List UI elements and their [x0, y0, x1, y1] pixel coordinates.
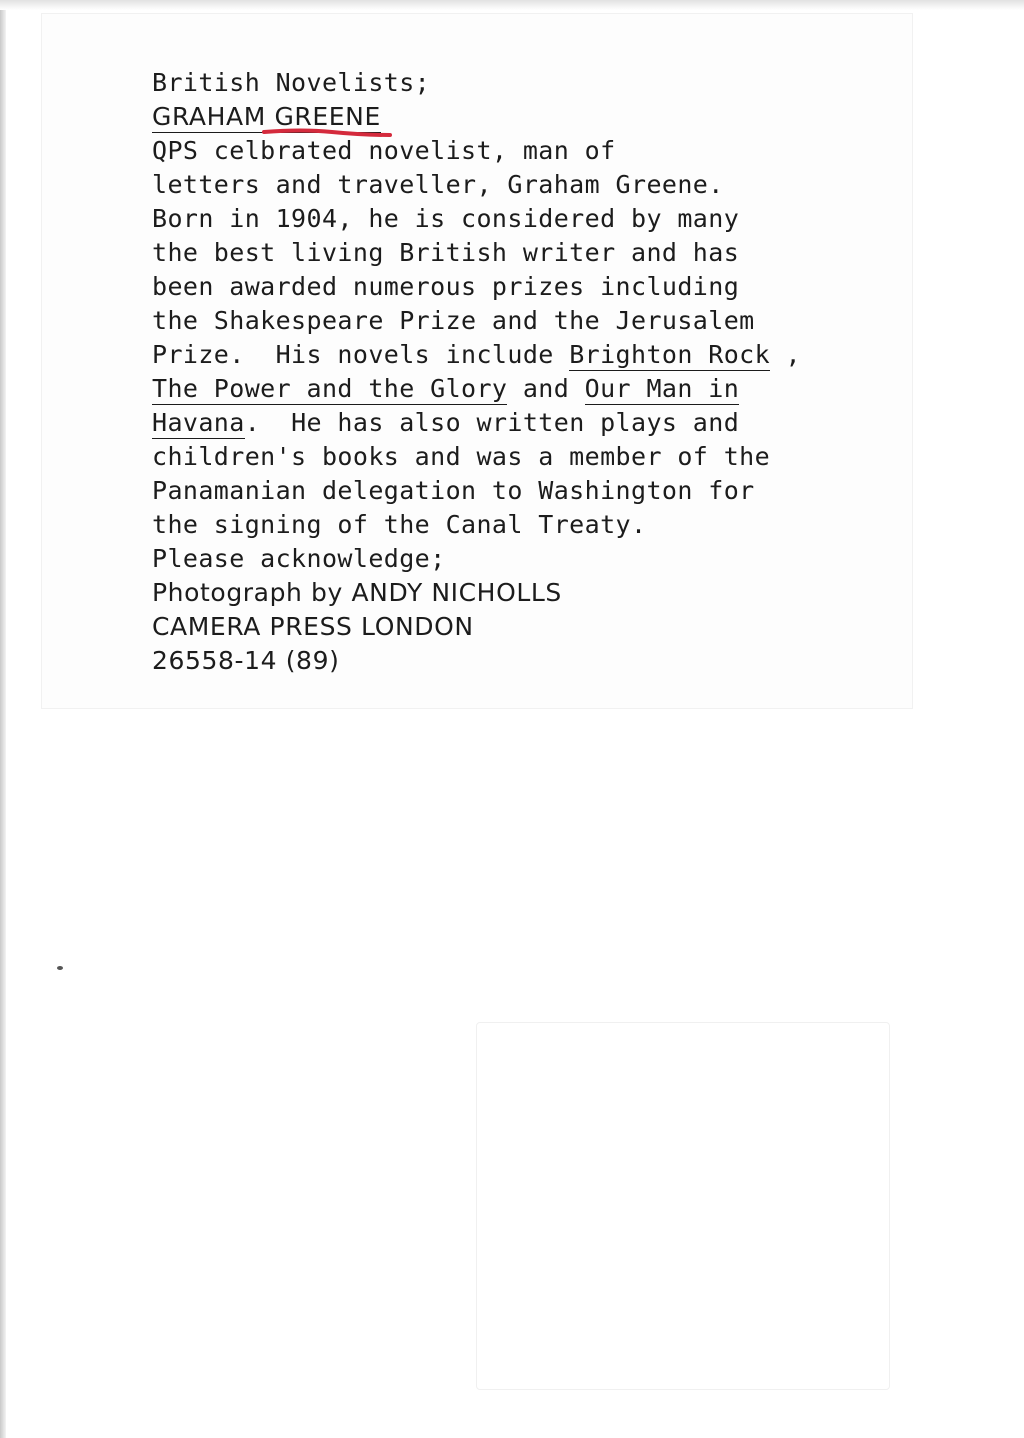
caption-body-line: been awarded numerous prizes including — [152, 272, 740, 301]
agency-name: CAMERA PRESS LONDON — [152, 612, 474, 641]
novels-line-1 — [152, 338, 912, 372]
caption-body-line: Born in 1904, he is considered by many — [152, 204, 740, 233]
caption-body-line: the Shakespeare Prize and the Jerusalem — [152, 306, 755, 335]
novels-line1-punctuation: , — [770, 340, 801, 369]
scan-edge-left — [0, 0, 6, 1438]
reference-number: 26558-14 (89) — [152, 646, 340, 675]
novel-title-our-man-part2: Havana — [152, 408, 245, 437]
scan-edge-top — [0, 0, 1024, 10]
acknowledge-line: Please acknowledge; — [152, 544, 446, 573]
novel-title-our-man-part1: Our Man in — [584, 374, 740, 403]
novel-title-power-and-glory: The Power and the Glory — [152, 374, 508, 403]
photo-credit: Photograph by ANDY NICHOLLS — [152, 578, 562, 607]
caption-body-line: QPS celbrated novelist, man of — [152, 136, 616, 165]
caption-body-line: the signing of the Canal Treaty. — [152, 510, 647, 539]
novels-conjunction: and — [507, 374, 585, 403]
novel-title-brighton-rock: Brighton Rock — [569, 340, 771, 369]
caption-body-line: children's books and was a member of the — [152, 442, 771, 471]
caption-heading: British Novelists; — [152, 68, 431, 97]
novels-line-2 — [152, 372, 912, 406]
caption-text-block — [152, 66, 912, 678]
faint-stamp-outline — [476, 1022, 890, 1390]
novels-line-3 — [152, 406, 912, 440]
novels-line3-rest: . He has also written plays and — [244, 408, 740, 437]
novels-intro-text: Prize. His novels include — [152, 340, 570, 369]
caption-body-line: the best living British writer and has — [152, 238, 740, 267]
caption-body-line: letters and traveller, Graham Greene. — [152, 170, 724, 199]
scan-speck — [57, 966, 63, 970]
subject-name-text: GRAHAM GREENE — [152, 102, 381, 131]
red-pen-underline-icon — [262, 126, 392, 140]
caption-body-line: Panamanian delegation to Washington for — [152, 476, 755, 505]
